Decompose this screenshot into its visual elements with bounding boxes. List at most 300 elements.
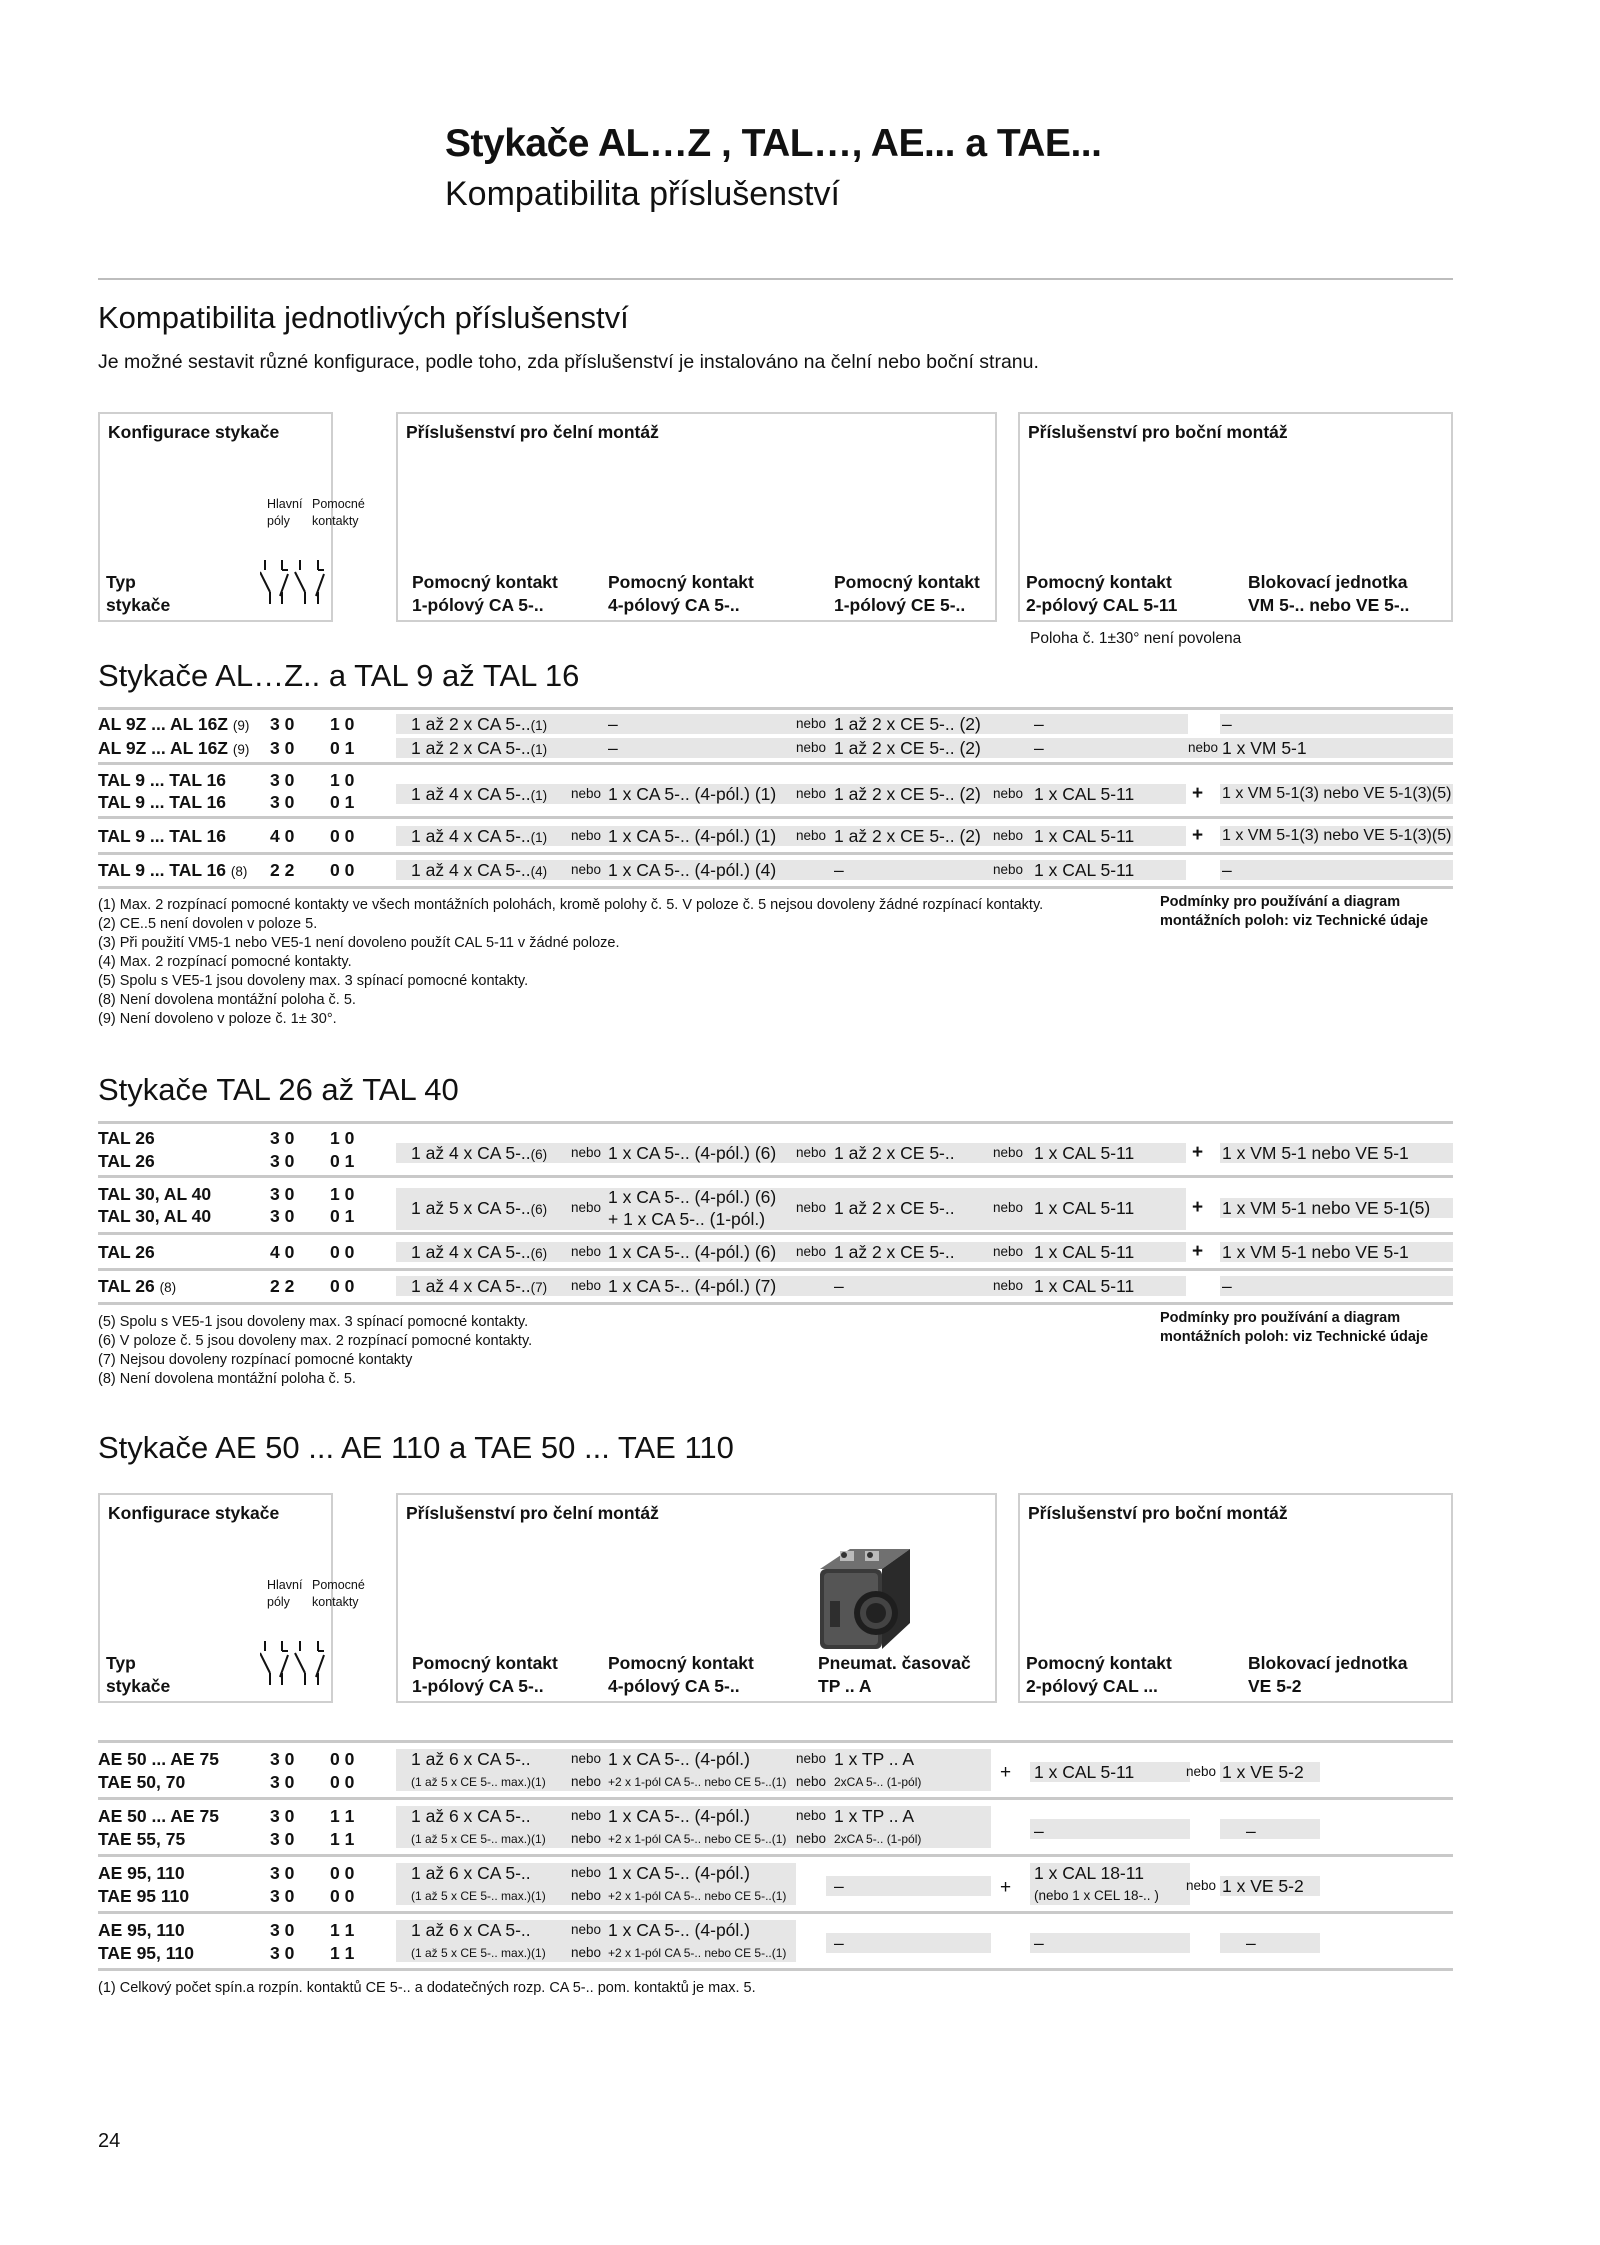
- table-cell: TAL 9 ... TAL 16: [98, 770, 227, 790]
- table-cell: 3 0: [270, 1943, 295, 1963]
- table-cell: 1 x TP .. A: [834, 1749, 915, 1769]
- text-span: 1 x CA 5-.. (4-pól.) (1): [608, 784, 777, 804]
- table-cell: 0 1: [330, 792, 355, 812]
- table-cell: 3 0: [270, 1772, 295, 1792]
- table-cell: 3 0: [270, 1920, 295, 1940]
- front-mount-box: [396, 412, 997, 622]
- table-cell: –: [608, 714, 618, 734]
- text-span: TAL 9 ... TAL 16: [98, 860, 227, 880]
- text-span: 1 až 2 x CA 5-..: [411, 714, 531, 734]
- text-span: Hlavní: [267, 497, 303, 511]
- header-interlock: [1248, 571, 1409, 617]
- text-span: 4-pólový CA 5-..: [608, 1676, 740, 1696]
- table-cell: AE 50 ... AE 75: [98, 1806, 219, 1826]
- table-cell: –: [834, 1276, 844, 1296]
- text-span: 1-pólový CA 5-..: [412, 595, 544, 615]
- table-cell: + 1 x CA 5-.. (1-pól.): [608, 1209, 766, 1229]
- table-cell: 1 x CAL 5-11: [1034, 1762, 1135, 1782]
- table-cell: 1 x CAL 5-11: [1034, 1198, 1135, 1218]
- text-span: 2-pólový CAL ...: [1026, 1676, 1158, 1696]
- header-cal: [1026, 1652, 1172, 1698]
- table-cell: 1 až 6 x CA 5-..: [411, 1920, 531, 1940]
- text-span: (1): [530, 788, 548, 803]
- text-span: stykače: [106, 595, 171, 615]
- table-cell: 1 až 2 x CE 5-.. (2): [834, 738, 981, 758]
- text-span: (8): [230, 864, 248, 879]
- text-span: (6): [530, 1147, 548, 1162]
- nebo-label: nebo: [993, 1244, 1024, 1259]
- divider: [98, 278, 1453, 280]
- table-cell: 1 až 2 x CE 5-.. (2): [834, 714, 981, 734]
- plus-sign: +: [1000, 1762, 1012, 1783]
- text-span: Pomocný kontakt: [1026, 1653, 1172, 1673]
- table-cell: 1 x CA 5-.. (4-pól.) (6): [608, 1187, 777, 1207]
- table-cell: 0 0: [330, 860, 355, 880]
- table-cell: –: [1034, 714, 1044, 734]
- table-cell: –: [1034, 1821, 1044, 1841]
- table-cell: 4 0: [270, 826, 295, 846]
- text-span: Hlavní: [267, 1578, 303, 1592]
- table-cell: 1 x VE 5-2: [1222, 1762, 1304, 1782]
- page-number: 24: [98, 2130, 121, 2152]
- table-cell: 1 x CA 5-.. (4-pól.) (6): [608, 1143, 777, 1163]
- table-cell: 2xCA 5-.. (1-pól): [834, 1775, 922, 1789]
- table-cell: TAL 30, AL 40: [98, 1206, 212, 1226]
- table-cell: 0 0: [330, 1886, 355, 1906]
- aux-contacts-label: [312, 1577, 365, 1611]
- table-cell: 3 0: [270, 1151, 295, 1171]
- nebo-label: nebo: [571, 1278, 602, 1293]
- nebo-label: nebo: [1188, 740, 1219, 755]
- row-separator: [98, 1232, 1453, 1235]
- row-shade: [1220, 1933, 1320, 1953]
- table-cell: 1 x VE 5-2: [1222, 1876, 1304, 1896]
- table-cell: (nebo 1 x CEL 18-.. ): [1034, 1888, 1159, 1903]
- text-span: stykače: [106, 1676, 171, 1696]
- text-span: Pomocný kontakt: [412, 1653, 558, 1673]
- table-cell: [411, 1275, 547, 1299]
- plus-sign: +: [1192, 1197, 1204, 1218]
- nebo-label: nebo: [571, 1774, 602, 1789]
- main-poles-label: [267, 496, 302, 530]
- text-span: 1 až 4 x CA 5-..: [411, 1242, 531, 1262]
- table-cell: 1 0: [330, 1184, 355, 1204]
- text-span: Blokovací jednotka: [1248, 1653, 1408, 1673]
- nebo-label: nebo: [571, 1922, 602, 1937]
- table-cell: 3 0: [270, 770, 295, 790]
- table-cell: (1 až 5 x CE 5-.. max.)(1): [411, 1775, 546, 1789]
- header-ca-4pole: [608, 571, 754, 617]
- text-span: 1 až 4 x CA 5-..: [411, 1143, 531, 1163]
- table-cell: 1 x VM 5-1: [1222, 738, 1307, 758]
- row-separator: [98, 1121, 1453, 1124]
- text-span: Pomocné: [312, 1578, 365, 1592]
- conditions-note: Podmínky pro používání a diagram montážních poloh: viz Technické údaje: [1160, 894, 1429, 929]
- header-ca-4pole: [608, 1652, 754, 1698]
- text-span: 1 až 4 x CA 5-..: [411, 826, 531, 846]
- intro-heading: Kompatibilita jednotlivých příslušenství: [98, 300, 629, 335]
- nebo-label: nebo: [796, 828, 827, 843]
- table-cell: –: [1222, 860, 1232, 880]
- table-cell: –: [834, 1876, 844, 1896]
- nebo-label: nebo: [571, 1751, 602, 1766]
- header-ce-1pole: [834, 571, 980, 617]
- table-cell: [98, 737, 249, 761]
- row-separator: [98, 1175, 1453, 1178]
- table-cell: 3 0: [270, 1128, 295, 1148]
- side-mount-box: [1018, 412, 1453, 622]
- table-cell: (1 až 5 x CE 5-.. max.)(1): [411, 1832, 546, 1846]
- text-span: Pomocný kontakt: [608, 572, 754, 592]
- table-cell: 1 až 6 x CA 5-..: [411, 1806, 531, 1826]
- table-cell: 0 1: [330, 738, 355, 758]
- table-cell: [411, 737, 547, 761]
- table-cell: 3 0: [270, 1749, 295, 1769]
- table-cell: 3 0: [270, 1886, 295, 1906]
- table-cell: –: [1034, 1933, 1044, 1953]
- table-cell: 1 x VM 5-1 nebo VE 5-1: [1222, 1143, 1409, 1163]
- table-cell: [411, 783, 547, 807]
- nebo-label: nebo: [993, 1278, 1024, 1293]
- row-separator: [98, 852, 1453, 855]
- plus-sign: +: [1192, 825, 1204, 846]
- table-cell: 0 1: [330, 1151, 355, 1171]
- table-cell: 1 až 2 x CE 5-..: [834, 1242, 955, 1262]
- front-mount-title: Příslušenství pro čelní montáž: [406, 422, 659, 442]
- type-label: [106, 1652, 170, 1698]
- table-cell: 2xCA 5-.. (1-pól): [834, 1832, 922, 1846]
- row-shade: [826, 1876, 991, 1896]
- text-span: Blokovací jednotka: [1248, 572, 1408, 592]
- table-cell: TAL 30, AL 40: [98, 1184, 212, 1204]
- text-span: 1 až 5 x CA 5-..: [411, 1198, 531, 1218]
- nebo-label: nebo: [796, 1200, 827, 1215]
- text-span: VM 5-.. nebo VE 5-..: [1248, 595, 1410, 615]
- table-cell: 1 až 2 x CE 5-..: [834, 1198, 955, 1218]
- text-span: Pomocný kontakt: [608, 1653, 754, 1673]
- text-span: (9): [232, 742, 250, 757]
- footnotes-section1: (1) Max. 2 rozpínací pomocné kontakty ve všech montážních polohách, kromě polohy č. 5. V poloze č. 5 nejsou dovoleny žádné rozpínací kontakty. (2) CE..5 není dovolen v poloze 5. (3) Při použití VM5-1 nebo VE5-1 není dovoleno použít CAL 5-11 v žádné poloze. (4) Max. 2 rozpínací pomocné kontakty. (5) Spolu s VE5-1 jsou dovoleny max. 3 spínací pomocné kontakty. (8) Není dovolena montážní poloha č. 5. (9) Není dovoleno v poloze č. 1± 30°.: [98, 897, 1044, 1027]
- contact-symbols-icon: [260, 560, 330, 606]
- table-cell: 1 x CAL 5-11: [1034, 1242, 1135, 1262]
- row-shade: [1220, 860, 1453, 880]
- nebo-label: nebo: [1186, 1878, 1217, 1893]
- text-span: AL 9Z ... AL 16Z: [98, 738, 228, 758]
- table-cell: [411, 1197, 547, 1221]
- table-cell: 1 x CAL 5-11: [1034, 826, 1135, 846]
- nebo-label: nebo: [571, 1200, 602, 1215]
- text-span: Pomocný kontakt: [412, 572, 558, 592]
- table-cell: 1 x CA 5-.. (4-pól.) (4): [608, 860, 777, 880]
- row-separator: [98, 886, 1453, 889]
- config-title: Konfigurace stykače: [108, 1503, 280, 1523]
- page-subtitle: Kompatibilita příslušenství: [445, 175, 840, 213]
- side-mount-box: [1018, 1493, 1453, 1703]
- nebo-label: nebo: [796, 1774, 827, 1789]
- table-cell: 1 x CAL 18-11: [1034, 1863, 1144, 1883]
- table-cell: –: [1246, 1933, 1256, 1953]
- text-span: 4-pólový CA 5-..: [608, 595, 740, 615]
- table-cell: [98, 713, 249, 737]
- table-cell: TAE 95, 110: [98, 1943, 194, 1963]
- table-cell: 1 x VM 5-1(3) nebo VE 5-1(3)(5): [1222, 785, 1452, 802]
- table-cell: [411, 825, 547, 849]
- row-separator: [98, 1911, 1453, 1914]
- table-cell: TAL 9 ... TAL 16: [98, 792, 227, 812]
- page-title: Stykače AL…Z , TAL…, AE... a TAE...: [445, 122, 1102, 165]
- table-cell: AE 95, 110: [98, 1920, 185, 1940]
- plus-sign: +: [1192, 783, 1204, 804]
- table-cell: 0 0: [330, 826, 355, 846]
- type-label: [106, 571, 170, 617]
- nebo-label: nebo: [993, 1145, 1024, 1160]
- table-cell: TAE 55, 75: [98, 1829, 186, 1849]
- table-cell: TAL 26: [98, 1151, 155, 1171]
- table-cell: 1 až 6 x CA 5-..: [411, 1749, 531, 1769]
- footnote-section3: (1) Celkový počet spín.a rozpín. kontaktů CE 5-.. a dodatečných rozp. CA 5-.. pom. kontaktů je max. 5.: [98, 1980, 756, 1996]
- row-shade: [1220, 714, 1453, 734]
- text-span: 1-pólový CA 5-..: [412, 1676, 544, 1696]
- table-cell: [608, 783, 776, 805]
- table-cell: –: [834, 860, 844, 880]
- nebo-label: nebo: [993, 862, 1024, 877]
- table-cell: 1 až 6 x CA 5-..: [411, 1863, 531, 1883]
- nebo-label: nebo: [796, 716, 827, 731]
- text-span: Pomocný kontakt: [834, 572, 980, 592]
- table-cell: 1 1: [330, 1920, 355, 1940]
- row-shade: [1030, 1933, 1190, 1953]
- footnotes-section2: (5) Spolu s VE5-1 jsou dovoleny max. 3 spínací pomocné kontakty. (6) V poloze č. 5 jsou dovoleny max. 2 rozpínací pomocné kontakty. (7) Nejsou dovoleny rozpínací pomocné kontakty (8) Není dovolena montážní poloha č. 5.: [98, 1314, 533, 1387]
- intro-text: Je možné sestavit různé konfigurace, podle toho, zda příslušenství je instalováno na čelní nebo boční stranu.: [98, 351, 1039, 373]
- text-span: póly: [267, 514, 290, 528]
- table-cell: 3 0: [270, 714, 295, 734]
- table-cell: 1 x CA 5-.. (4-pól.) (6): [608, 1242, 777, 1262]
- table-cell: 1 x CA 5-.. (4-pól.) (7): [608, 1276, 777, 1296]
- aux-contacts-label: [312, 496, 365, 530]
- nebo-label: nebo: [796, 786, 827, 801]
- section2-heading: Stykače TAL 26 až TAL 40: [98, 1072, 459, 1107]
- table-cell: 2 2: [270, 1276, 295, 1296]
- text-span: (8): [159, 1280, 177, 1295]
- config-title: Konfigurace stykače: [108, 422, 280, 442]
- table-cell: (1 až 5 x CE 5-.. max.)(1): [411, 1946, 546, 1960]
- table-cell: 0 1: [330, 1206, 355, 1226]
- text-span: Pomocné: [312, 497, 365, 511]
- conditions-note: Podmínky pro používání a diagram montážních poloh: viz Technické údaje: [1160, 1310, 1429, 1345]
- table-cell: 1 x CA 5-.. (4-pól.) (1): [608, 826, 777, 846]
- plus-sign: +: [1000, 1877, 1012, 1898]
- nebo-label: nebo: [796, 740, 827, 755]
- table-cell: [98, 859, 247, 883]
- text-span: (9): [232, 718, 250, 733]
- pneumatic-timer-icon: [810, 1541, 922, 1659]
- text-span: AL 9Z ... AL 16Z: [98, 714, 228, 734]
- position-note: Poloha č. 1±30° není povolena: [1030, 630, 1242, 647]
- main-poles-label: [267, 1577, 302, 1611]
- text-span: Pomocný kontakt: [1026, 572, 1172, 592]
- table-cell: 1 až 2 x CE 5-.. (2): [834, 784, 981, 804]
- text-span: (1): [530, 830, 548, 845]
- table-cell: 1 x VM 5-1 nebo VE 5-1(5): [1222, 1198, 1431, 1218]
- table-cell: AE 50 ... AE 75: [98, 1749, 219, 1769]
- table-cell: TAL 26: [98, 1128, 155, 1148]
- nebo-label: nebo: [571, 828, 602, 843]
- nebo-label: nebo: [993, 1200, 1024, 1215]
- table-cell: 1 x CAL 5-11: [1034, 860, 1135, 880]
- row-shade: [1030, 1819, 1190, 1839]
- text-span: kontakty: [312, 514, 359, 528]
- row-separator: [98, 707, 1453, 710]
- nebo-label: nebo: [993, 828, 1024, 843]
- row-separator: [98, 1740, 1453, 1743]
- nebo-label: nebo: [571, 1865, 602, 1880]
- table-cell: 1 1: [330, 1806, 355, 1826]
- table-cell: 1 x CA 5-.. (4-pól.): [608, 1920, 750, 1940]
- row-separator: [98, 1302, 1453, 1305]
- table-cell: 1 x CAL 5-11: [1034, 784, 1135, 804]
- table-cell: 3 0: [270, 1829, 295, 1849]
- table-cell: AE 95, 110: [98, 1863, 185, 1883]
- table-cell: [98, 1275, 176, 1299]
- text-span: 1 až 2 x CA 5-..: [411, 738, 531, 758]
- table-cell: –: [1034, 738, 1044, 758]
- table-cell: 0 0: [330, 1276, 355, 1296]
- config-box-contactor: [98, 1493, 365, 1703]
- table-cell: 0 0: [330, 1242, 355, 1262]
- table-cell: 1 x CA 5-.. (4-pól.): [608, 1749, 750, 1769]
- text-span: (1): [530, 718, 548, 733]
- front-mount-title: Příslušenství pro čelní montáž: [406, 1503, 659, 1523]
- table-cell: +2 x 1-pól CA 5-.. nebo CE 5-..(1): [608, 1889, 787, 1903]
- header-ca-1pole: [412, 571, 558, 617]
- text-span: 1 až 4 x CA 5-..: [411, 1276, 531, 1296]
- row-separator: [98, 1968, 1453, 1971]
- text-span: (6): [530, 1246, 548, 1261]
- table-cell: –: [1222, 714, 1232, 734]
- table-cell: 3 0: [270, 1184, 295, 1204]
- table-cell: TAL 26: [98, 1242, 155, 1262]
- table-cell: [411, 1142, 547, 1166]
- nebo-label: nebo: [571, 862, 602, 877]
- header-ca-1pole: [412, 1652, 558, 1698]
- text-span: TAL 26: [98, 1276, 155, 1296]
- nebo-label: nebo: [571, 1145, 602, 1160]
- text-span: 1 až 4 x CA 5-..: [411, 860, 531, 880]
- nebo-label: nebo: [571, 1808, 602, 1823]
- side-mount-title: Příslušenství pro boční montáž: [1028, 422, 1288, 442]
- table-cell: TAE 95 110: [98, 1886, 190, 1906]
- table-cell: 1 až 2 x CE 5-..: [834, 1143, 955, 1163]
- table-cell: 3 0: [270, 792, 295, 812]
- table-cell: 1 až 2 x CE 5-.. (2): [834, 826, 981, 846]
- table-cell: TAL 9 ... TAL 16: [98, 826, 227, 846]
- text-span: (4): [530, 864, 548, 879]
- table-cell: (1 až 5 x CE 5-.. max.)(1): [411, 1889, 546, 1903]
- text-span: (6): [530, 1202, 548, 1217]
- nebo-label: nebo: [796, 1145, 827, 1160]
- table-cell: [411, 713, 547, 737]
- table-cell: 3 0: [270, 1206, 295, 1226]
- text-span: póly: [267, 1595, 290, 1609]
- row-separator: [98, 816, 1453, 819]
- text-span: Typ: [106, 572, 136, 592]
- side-mount-title: Příslušenství pro boční montáž: [1028, 1503, 1288, 1523]
- nebo-label: nebo: [571, 1945, 602, 1960]
- section1-heading: Stykače AL…Z.. a TAL 9 až TAL 16: [98, 658, 580, 693]
- section3-heading: Stykače AE 50 ... AE 110 a TAE 50 ... TAE 110: [98, 1430, 734, 1465]
- nebo-label: nebo: [796, 1751, 827, 1766]
- row-separator: [98, 1797, 1453, 1800]
- table-cell: –: [834, 1933, 844, 1953]
- text-span: 1-pólový CE 5-..: [834, 595, 966, 615]
- table-cell: –: [1246, 1821, 1256, 1841]
- table-cell: 1 x VM 5-1 nebo VE 5-1: [1222, 1242, 1409, 1262]
- header-interlock: [1248, 1652, 1408, 1698]
- nebo-label: nebo: [796, 1808, 827, 1823]
- text-span: Pneumat. časovač: [818, 1653, 971, 1673]
- table-cell: 1 1: [330, 1943, 355, 1963]
- table-cell: 0 0: [330, 1863, 355, 1883]
- row-separator: [98, 1268, 1453, 1271]
- table-cell: TAE 50, 70: [98, 1772, 186, 1792]
- table-cell: [411, 859, 547, 883]
- table-cell: +2 x 1-pól CA 5-.. nebo CE 5-..(1): [608, 1775, 787, 1789]
- table-cell: 0 0: [330, 1772, 355, 1792]
- table-cell: –: [1222, 1276, 1232, 1296]
- text-span: VE 5-2: [1248, 1676, 1302, 1696]
- table-cell: +2 x 1-pól CA 5-.. nebo CE 5-..(1): [608, 1832, 787, 1846]
- table-cell: 1 0: [330, 714, 355, 734]
- table-cell: 1 x CAL 5-11: [1034, 1276, 1135, 1296]
- table-cell: 1 x CAL 5-11: [1034, 1143, 1135, 1163]
- table-cell: [411, 1241, 547, 1265]
- text-span: TP .. A: [818, 1676, 872, 1696]
- row-separator: [98, 1854, 1453, 1857]
- nebo-label: nebo: [796, 1831, 827, 1846]
- text-span: (1): [530, 742, 548, 757]
- nebo-label: nebo: [571, 1244, 602, 1259]
- table-cell: 0 0: [330, 1749, 355, 1769]
- table-cell: 4 0: [270, 1242, 295, 1262]
- text-span: 1 až 4 x CA 5-..: [411, 784, 531, 804]
- table-cell: 1 x CA 5-.. (4-pól.): [608, 1863, 750, 1883]
- table-cell: 1 x TP .. A: [834, 1806, 915, 1826]
- row-shade: [1220, 1276, 1453, 1296]
- text-span: 2-pólový CAL 5-11: [1026, 595, 1178, 615]
- text-span: Typ: [106, 1653, 136, 1673]
- text-span: kontakty: [312, 1595, 359, 1609]
- table-cell: –: [608, 738, 618, 758]
- table-cell: 3 0: [270, 738, 295, 758]
- row-shade: [826, 1933, 991, 1953]
- nebo-label: nebo: [571, 1831, 602, 1846]
- contact-symbols-icon: [260, 1641, 330, 1687]
- header-cal: [1026, 571, 1177, 617]
- table-cell: 3 0: [270, 1806, 295, 1826]
- nebo-label: nebo: [796, 1244, 827, 1259]
- table-cell: 2 2: [270, 860, 295, 880]
- config-box-contactor: [98, 412, 365, 622]
- table-cell: 1 1: [330, 1829, 355, 1849]
- table-cell: 3 0: [270, 1863, 295, 1883]
- nebo-label: nebo: [1186, 1764, 1217, 1779]
- text-span: (7): [530, 1280, 548, 1295]
- row-shade: [1220, 1819, 1320, 1839]
- table-cell: 1 x CA 5-.. (4-pól.): [608, 1806, 750, 1826]
- nebo-label: nebo: [571, 1888, 602, 1903]
- table-cell: 1 0: [330, 770, 355, 790]
- plus-sign: +: [1192, 1142, 1204, 1163]
